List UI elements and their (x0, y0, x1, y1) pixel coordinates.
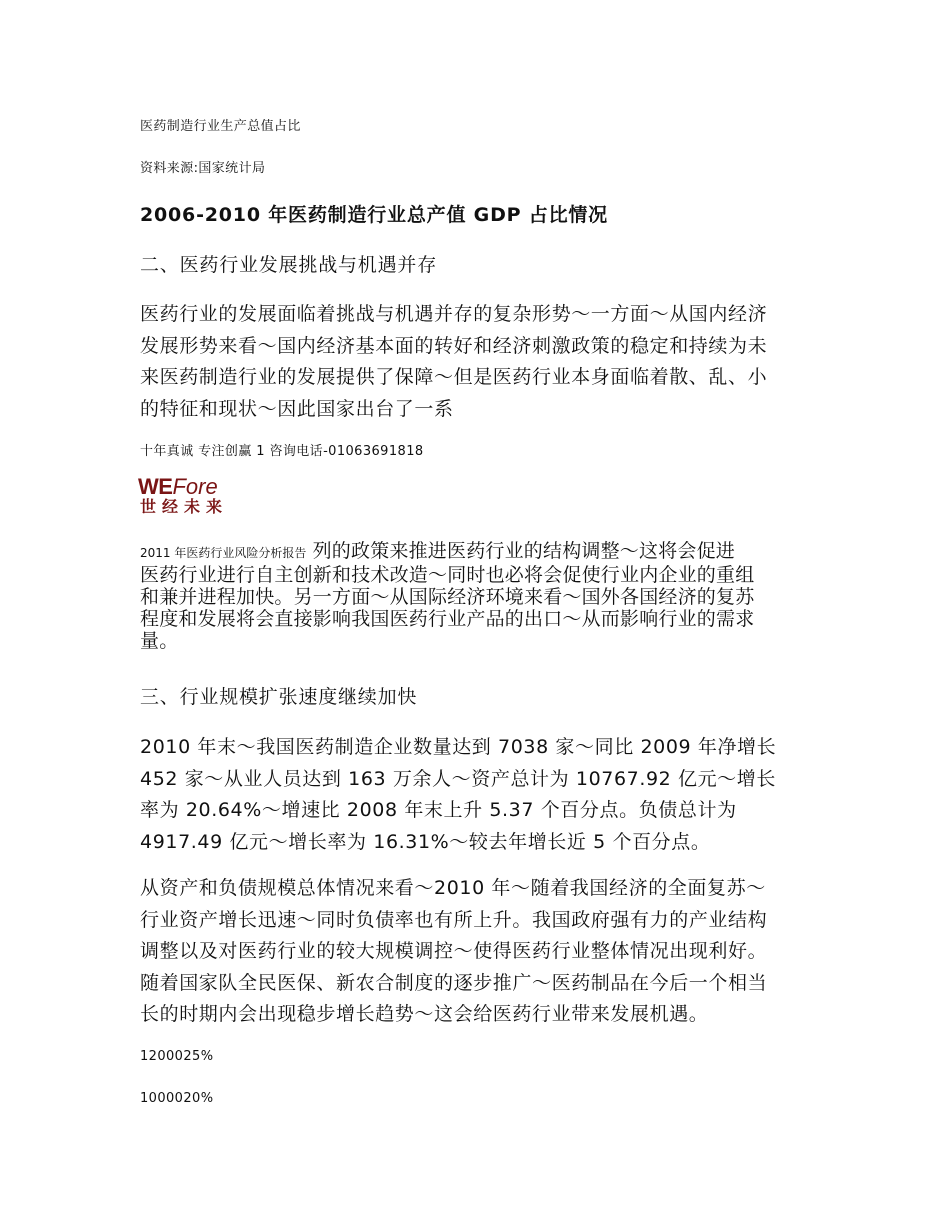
paragraph-policy-body: 列的政策来推进医药行业的结构调整～这将会促进 医药行业进行自主创新和技术改造～同时也必将会促使行业内企业的重组 和兼并进程加快。另一方面～从国际经济环境来看～国外各国经济的复苏 程度和发展将会直接影响我国医药行业产品的出口～从而影响行业的需求 量。 (140, 540, 755, 652)
weforee-logo (138, 476, 236, 520)
section-heading-2: 二、医药行业发展挑战与机遇并存 (140, 254, 438, 276)
paragraph-outlook: 从资产和负债规模总体情况来看～2010 年～随着我国经济的全面复苏～ 行业资产增长迅速～同时负债率也有所上升。我国政府强有力的产业结构 调整以及对医药行业的较大规模调控～使得医药行业整体情况出现利好。 随着国家队全民医保、新农合制度的逐步推广～医药制品在今后一个相当 长的时期内会出现稳步增长趋势～这会给医药行业带来发展机遇。 (140, 877, 768, 1025)
paragraph-scale: 2010 年末～我国医药制造企业数量达到 7038 家～同比 2009 年净增长 452 家～从业人员达到 163 万余人～资产总计为 10767.92 亿元～增长 率为 20.64%～增速比 2008 年末上升 5.37 个百分点。负债总计为 4917.49 亿元～增长率为 16.31%～较去年增长近 5 个百分点。 (140, 736, 777, 853)
logo-chinese-name: 世经未来 (140, 497, 229, 516)
section-heading-3: 三、行业规模扩张速度继续加快 (140, 686, 418, 708)
paragraph-policy (140, 540, 830, 652)
header-slogan: 十年真诚 专注创赢 1 咨询电话-01063691818 (140, 444, 424, 459)
chart-axis-label-2: 1000020% (140, 1091, 214, 1106)
report-title-inline: 2011 年医药行业风险分析报告 (140, 546, 307, 560)
chart-axis-label-1: 1200025% (140, 1049, 214, 1064)
logo-wordmark: WEFore (138, 474, 218, 499)
chart-heading: 2006-2010 年医药制造行业总产值 GDP 占比情况 (140, 204, 608, 226)
data-source: 资料来源:国家统计局 (140, 161, 266, 176)
chart-caption: 医药制造行业生产总值占比 (140, 119, 301, 134)
paragraph-challenges: 医药行业的发展面临着挑战与机遇并存的复杂形势～一方面～从国内经济 发展形势来看～国内经济基本面的转好和经济刺激政策的稳定和持续为未 来医药制造行业的发展提供了保障～但是医药行业本身面临着散、乱、小 的特征和现状～因此国家出台了一系 (140, 303, 768, 420)
